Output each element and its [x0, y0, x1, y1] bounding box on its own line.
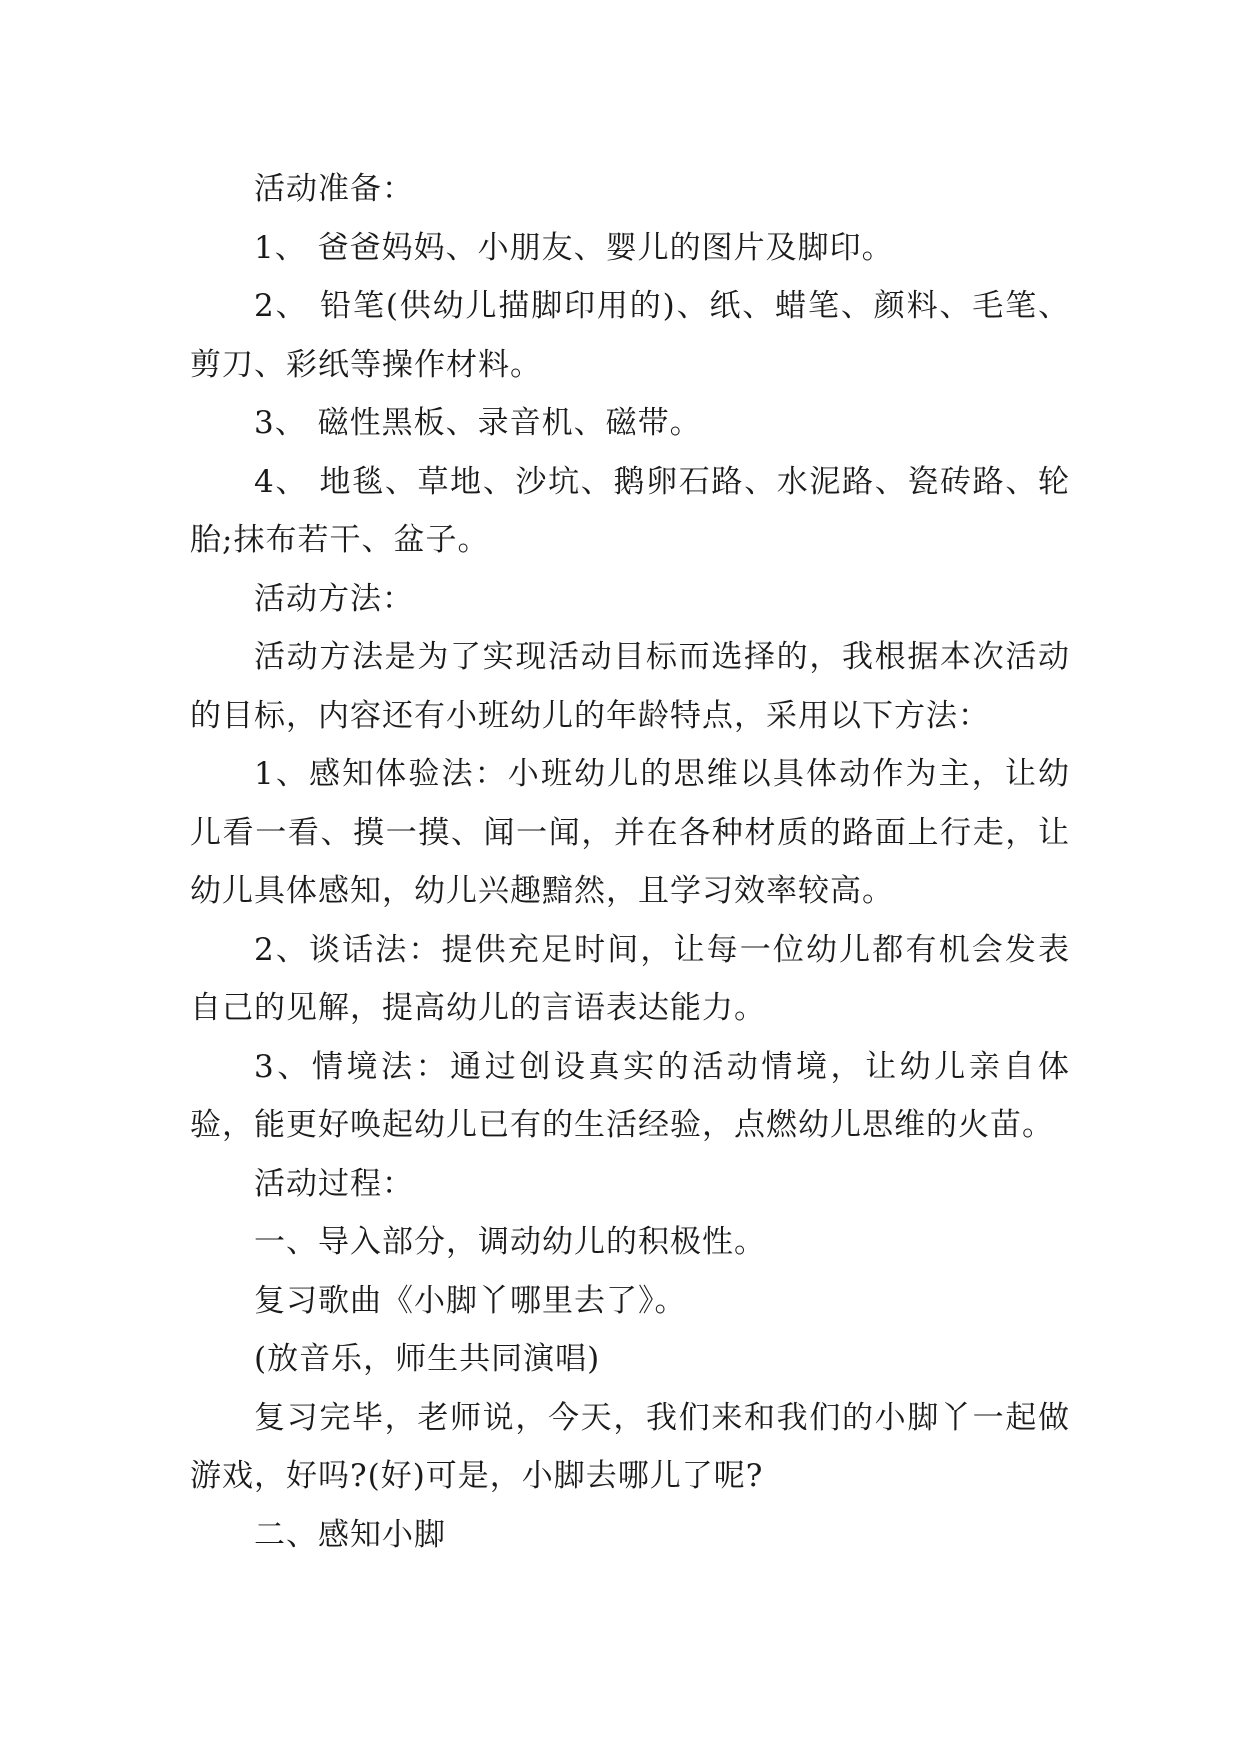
list-item: 3、情境法：通过创设真实的活动情境，让幼儿亲自体验，能更好唤起幼儿已有的生活经验，点燃幼儿思维的火苗。 — [190, 1048, 1070, 1143]
list-item: 4、 地毯、草地、沙坑、鹅卵石路、水泥路、瓷砖路、轮胎;抹布若干、盆子。 — [190, 463, 1070, 558]
paragraph: 复习歌曲《小脚丫哪里去了》。 — [254, 1282, 687, 1319]
list-item: 2、谈话法：提供充足时间，让每一位幼儿都有机会发表自己的见解，提高幼儿的言语表达能力。 — [190, 931, 1070, 1026]
section-heading: 二、感知小脚 — [254, 1516, 446, 1553]
document-body — [190, 160, 1070, 1564]
list-item: 1、感知体验法：小班幼儿的思维以具体动作为主，让幼儿看一看、摸一摸、闻一闻，并在各种材质的路面上行走，让幼儿具体感知，幼儿兴趣黯然，且学习效率较高。 — [190, 756, 1070, 909]
list-item: 3、 磁性黑板、录音机、磁带。 — [254, 405, 702, 441]
section-heading: 一、导入部分，调动幼儿的积极性。 — [254, 1224, 766, 1260]
paragraph: 活动方法是为了实现活动目标而选择的，我根据本次活动的目标，内容还有小班幼儿的年龄特点，采用以下方法： — [190, 639, 1070, 734]
paragraph: 复习完毕，老师说，今天，我们来和我们的小脚丫一起做游戏，好吗?(好)可是，小脚去哪儿了呢? — [190, 1399, 1070, 1494]
list-item: 2、 铅笔(供幼儿描脚印用的)、纸、蜡笔、颜料、毛笔、剪刀、彩纸等操作材料。 — [190, 288, 1070, 383]
heading-activity-process: 活动过程： — [254, 1165, 414, 1202]
heading-activity-preparation: 活动准备： — [254, 171, 414, 207]
heading-activity-method: 活动方法： — [254, 580, 414, 617]
list-item: 1、 爸爸妈妈、小朋友、婴儿的图片及脚印。 — [254, 229, 894, 266]
paragraph: (放音乐，师生共同演唱) — [254, 1341, 601, 1377]
